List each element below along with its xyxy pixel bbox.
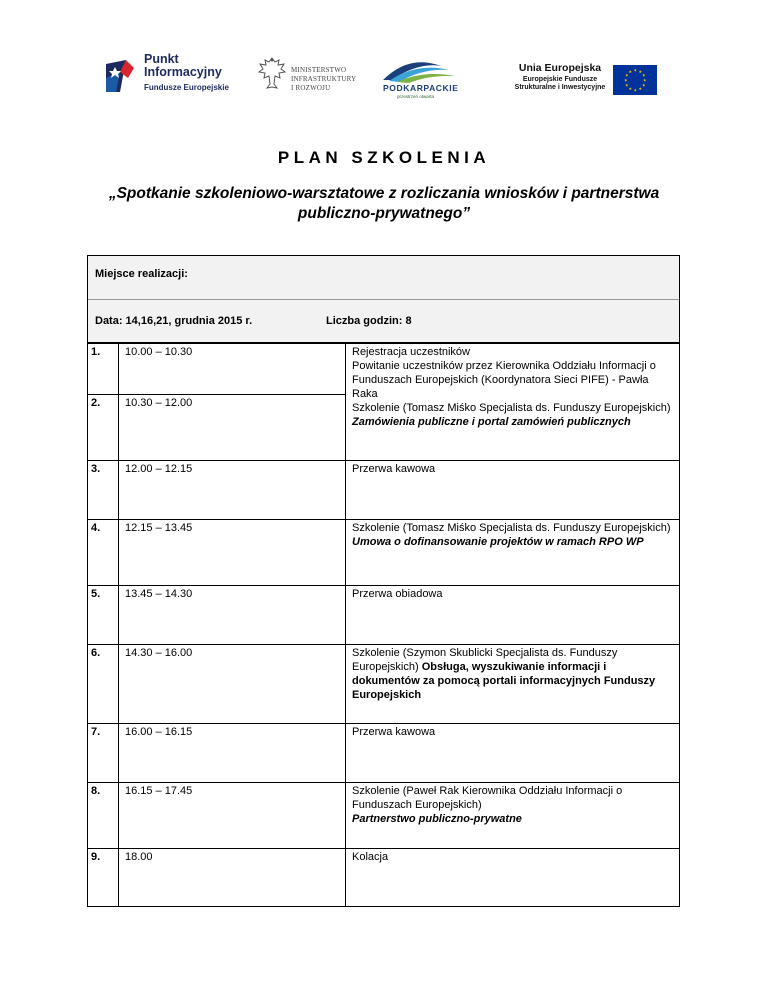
place-label: Miejsce realizacji: (95, 268, 188, 280)
svg-text:★: ★ (642, 82, 646, 88)
table-row (88, 520, 680, 586)
svg-text:★: ★ (624, 77, 628, 83)
break-text: Przerwa kawowa (352, 463, 436, 475)
row-number: 1. (88, 344, 119, 395)
fundusze-label: Fundusze Europejskie (144, 83, 229, 92)
ministry-logo (257, 54, 367, 98)
training-topic: Partnerstwo publiczno-prywatne (352, 813, 522, 825)
info-box (87, 255, 680, 343)
training-subtitle (90, 184, 678, 224)
row-description (346, 461, 680, 520)
row-number: 9. (88, 849, 119, 907)
training-text: Szkolenie (Tomasz Miśko Specjalista ds. Funduszy Europejskich) (352, 522, 671, 534)
row-time: 18.00 (119, 849, 346, 907)
page-title: PLAN SZKOLENIA (277, 148, 491, 167)
eu-logo (512, 63, 657, 95)
svg-text:★: ★ (625, 72, 629, 78)
row-description (346, 645, 680, 724)
svg-text:★: ★ (638, 69, 643, 74)
row-time: 12.15 – 13.45 (119, 520, 346, 586)
informacyjny-label: Informacyjny (144, 65, 222, 79)
table-row (88, 344, 680, 395)
eu-line3: Strukturalne i Inwestycyjne (514, 84, 606, 91)
table-row (88, 586, 680, 645)
svg-text:★: ★ (633, 87, 638, 93)
merged-description (346, 344, 680, 461)
eu-flag-icon (613, 65, 657, 95)
punkt-informacyjny-logo (104, 52, 244, 100)
training-topic: Obsługa, wyszukiwanie informacji i dokumentów za pomocą portali informacyjnych Funduszy Europejskich (352, 661, 656, 701)
svg-text:★: ★ (642, 72, 646, 78)
row-time: 16.00 – 16.15 (119, 724, 346, 783)
ministry-line2: INFRASTRUKTURY (291, 75, 357, 83)
row-description (346, 849, 680, 907)
eu-line2: Europejskie Fundusze (522, 76, 598, 83)
eu-title: Unia Europejska (518, 62, 602, 74)
lunch-text: Przerwa obiadowa (352, 588, 443, 600)
dinner-text: Kolacja (352, 851, 389, 863)
row-description (346, 724, 680, 783)
row-number: 3. (88, 461, 119, 520)
logo-bar (104, 52, 664, 102)
schedule-table (87, 343, 680, 907)
registration-text: Rejestracja uczestników (352, 346, 470, 358)
subtitle-line1: „Spotkanie szkoleniowo-warsztatowe z rozliczania wniosków i partnerstwa (108, 185, 660, 202)
row-description (346, 586, 680, 645)
row-description (346, 783, 680, 849)
hills-icon (379, 56, 459, 84)
training-text: Szkolenie (Paweł Rak Kierownika Oddziału Informacji o Funduszach Europejskich) (352, 785, 623, 811)
training-topic: Zamówienia publiczne i portal zamówień publicznych (352, 416, 631, 428)
row-number: 8. (88, 783, 119, 849)
svg-text:★: ★ (625, 82, 629, 88)
subtitle-line2: publiczno-prywatnego” (297, 205, 471, 222)
table-row (88, 783, 680, 849)
table-row (88, 849, 680, 907)
svg-text:★: ★ (638, 86, 643, 91)
date-label: Data: 14,16,21, grudnia 2015 r. (95, 315, 253, 327)
row-number: 5. (88, 586, 119, 645)
svg-text:★: ★ (643, 77, 647, 83)
table-row (88, 645, 680, 724)
row-number: 6. (88, 645, 119, 724)
svg-text:★: ★ (628, 69, 633, 74)
training-text: Szkolenie (Szymon Skublicki Specjalista ds. Funduszy Europejskich) (352, 647, 618, 673)
row-time: 13.45 – 14.30 (119, 586, 346, 645)
row-number: 2. (88, 395, 119, 461)
row-time: 12.00 – 12.15 (119, 461, 346, 520)
podkarpackie-logo (379, 56, 459, 100)
row-time: 16.15 – 17.45 (119, 783, 346, 849)
podkarpackie-name: PODKARPACKIE (383, 83, 459, 93)
row-number: 4. (88, 520, 119, 586)
table-row (88, 724, 680, 783)
ministry-line1: MINISTERSTWO (291, 66, 347, 74)
table-row (88, 461, 680, 520)
training-text: Szkolenie (Tomasz Miśko Specjalista ds. Funduszy Europejskich) (352, 402, 671, 414)
row-description (346, 520, 680, 586)
break-text: Przerwa kawowa (352, 726, 436, 738)
eagle-emblem-icon (257, 54, 287, 94)
punkt-label: Punkt (144, 52, 179, 66)
row-time: 14.30 – 16.00 (119, 645, 346, 724)
punkt-informacyjny-icon (104, 58, 138, 94)
podkarpackie-tagline: przestrzeń otwarta (397, 94, 435, 99)
ministry-line3: I ROZWOJU (291, 84, 331, 92)
row-time: 10.00 – 10.30 (119, 344, 346, 395)
info-divider (88, 299, 679, 300)
svg-text:★: ★ (628, 86, 633, 91)
training-topic: Umowa o dofinansowanie projektów w ramach RPO WP (352, 536, 644, 548)
row-time: 10.30 – 12.00 (119, 395, 346, 461)
hours-label: Liczba godzin: 8 (326, 315, 412, 327)
svg-text:★: ★ (633, 67, 638, 73)
row-number: 7. (88, 724, 119, 783)
welcome-text: Powitanie uczestników przez Kierownika Oddziału Informacji o Funduszach Europejskich (Koordynatora Sieci PIFE) - Pawła Raka (352, 360, 656, 400)
